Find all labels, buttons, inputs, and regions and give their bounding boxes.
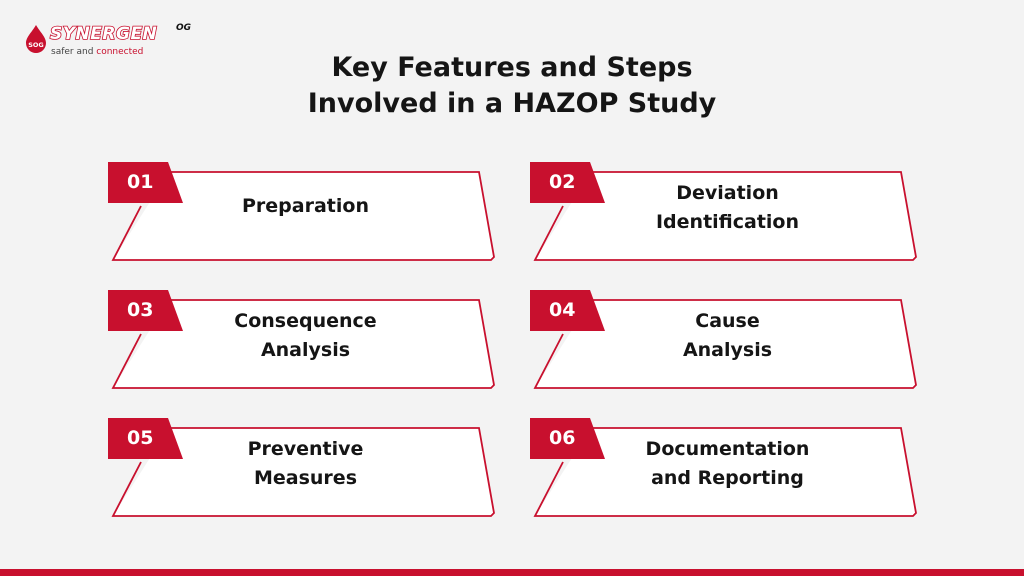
- step-number: 04: [549, 299, 576, 321]
- step-label: [620, 290, 835, 382]
- step-label-line2: Measures: [253, 467, 357, 489]
- step-card-01: [108, 162, 498, 254]
- step-label-line1: Consequence: [234, 310, 377, 332]
- step-label-line2: and Reporting: [651, 467, 804, 489]
- step-label: [620, 418, 835, 510]
- step-label-line1: Cause: [695, 310, 760, 332]
- step-card-06: [530, 418, 920, 510]
- step-label: [620, 162, 835, 254]
- step-label-line1: Preventive: [247, 438, 364, 460]
- step-card-03: [108, 290, 498, 382]
- step-label-line2: Analysis: [260, 339, 351, 361]
- step-label: [198, 162, 413, 254]
- tagline-prefix: safer and: [51, 47, 97, 57]
- step-number: 02: [549, 171, 576, 193]
- step-label-line1: Preparation: [242, 194, 369, 217]
- step-card-02: [530, 162, 920, 254]
- bottom-accent-bar: [0, 569, 1024, 576]
- step-label-line2: Analysis: [682, 339, 773, 361]
- page-title-line2: Involved in a HAZOP Study: [307, 88, 717, 119]
- step-number: 05: [127, 427, 154, 449]
- step-label: [198, 418, 413, 510]
- step-label-line1: Documentation: [645, 438, 810, 460]
- brand-superscript: OG: [176, 23, 192, 33]
- step-card-05: [108, 418, 498, 510]
- page-title: [0, 50, 1024, 122]
- tagline-highlight: connected: [96, 47, 144, 57]
- step-card-04: [530, 290, 920, 382]
- step-label-line1: Deviation: [676, 182, 779, 204]
- step-number: 01: [127, 171, 154, 193]
- step-label: [198, 290, 413, 382]
- step-label-line2: Identification: [655, 211, 800, 233]
- logo-badge-text: SOG: [28, 41, 44, 49]
- step-number: 06: [549, 427, 576, 449]
- page-title-line1: Key Features and Steps: [331, 52, 693, 83]
- step-number: 03: [127, 299, 154, 321]
- brand-name: SYNERGEN: [50, 24, 158, 44]
